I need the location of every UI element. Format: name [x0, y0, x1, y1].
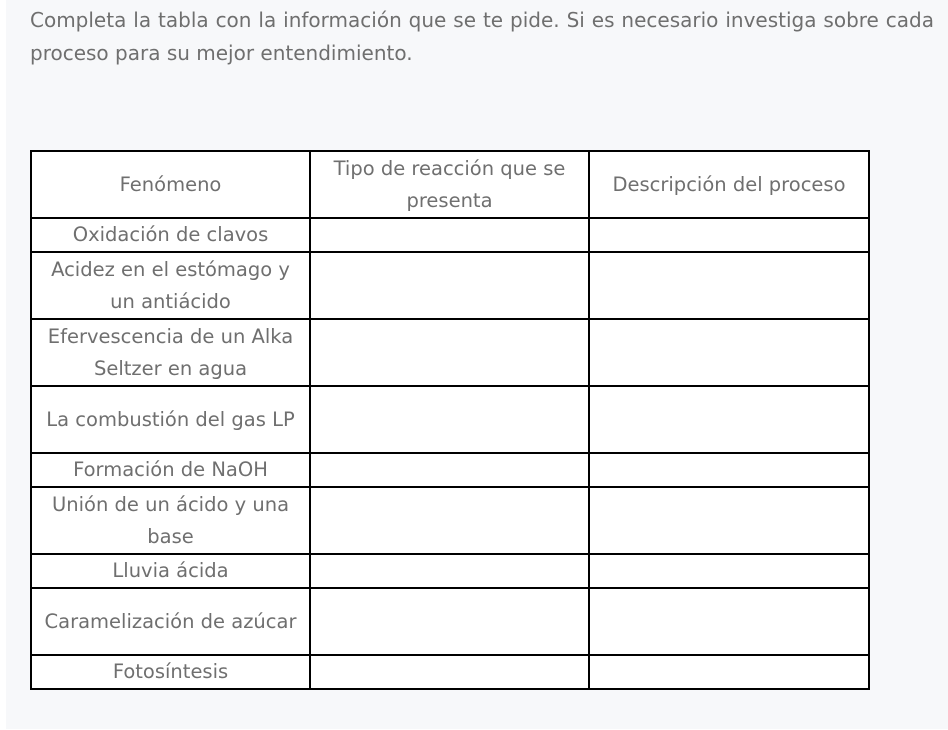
description-cell[interactable] — [589, 453, 869, 487]
description-cell[interactable] — [589, 319, 869, 386]
description-cell[interactable] — [589, 218, 869, 252]
description-cell[interactable] — [589, 655, 869, 689]
table-row — [31, 319, 869, 386]
reaction-type-cell[interactable] — [310, 588, 589, 655]
reaction-type-cell[interactable] — [310, 554, 589, 588]
description-cell[interactable] — [589, 588, 869, 655]
reaction-type-cell[interactable] — [310, 386, 589, 453]
header-reaction-type: Tipo de reacción que se presenta — [310, 151, 589, 218]
table-row — [31, 252, 869, 319]
table-row — [31, 487, 869, 554]
description-cell[interactable] — [589, 386, 869, 453]
phenomenon-cell: Lluvia ácida — [31, 554, 310, 588]
description-cell[interactable] — [589, 252, 869, 319]
phenomenon-cell: Oxidación de clavos — [31, 218, 310, 252]
reaction-type-cell[interactable] — [310, 218, 589, 252]
table-header-row — [31, 151, 869, 218]
header-phenomenon: Fenómeno — [31, 151, 310, 218]
header-description: Descripción del proceso — [589, 151, 869, 218]
reaction-type-cell[interactable] — [310, 487, 589, 554]
description-cell[interactable] — [589, 487, 869, 554]
table-row — [31, 554, 869, 588]
description-cell[interactable] — [589, 554, 869, 588]
phenomenon-cell: Unión de un ácido y una base — [31, 487, 310, 554]
table-row — [31, 588, 869, 655]
phenomenon-cell: Acidez en el estómago y un antiácido — [31, 252, 310, 319]
instructions-text: Completa la tabla con la información que se te pide. Si es necesario investiga sobre cada proceso para su mejor entendimiento. — [30, 8, 934, 65]
table-row — [31, 218, 869, 252]
phenomenon-cell: Formación de NaOH — [31, 453, 310, 487]
table-row — [31, 386, 869, 453]
reaction-type-cell[interactable] — [310, 453, 589, 487]
phenomenon-cell: Caramelización de azúcar — [31, 588, 310, 655]
reaction-type-cell[interactable] — [310, 319, 589, 386]
phenomenon-cell: La combustión del gas LP — [31, 386, 310, 453]
phenomenon-cell: Fotosíntesis — [31, 655, 310, 689]
table-row — [31, 655, 869, 689]
reaction-type-cell[interactable] — [310, 655, 589, 689]
phenomenon-cell: Efervescencia de un Alka Seltzer en agua — [31, 319, 310, 386]
reaction-type-cell[interactable] — [310, 252, 589, 319]
reactions-table — [30, 150, 870, 690]
table-row — [31, 453, 869, 487]
